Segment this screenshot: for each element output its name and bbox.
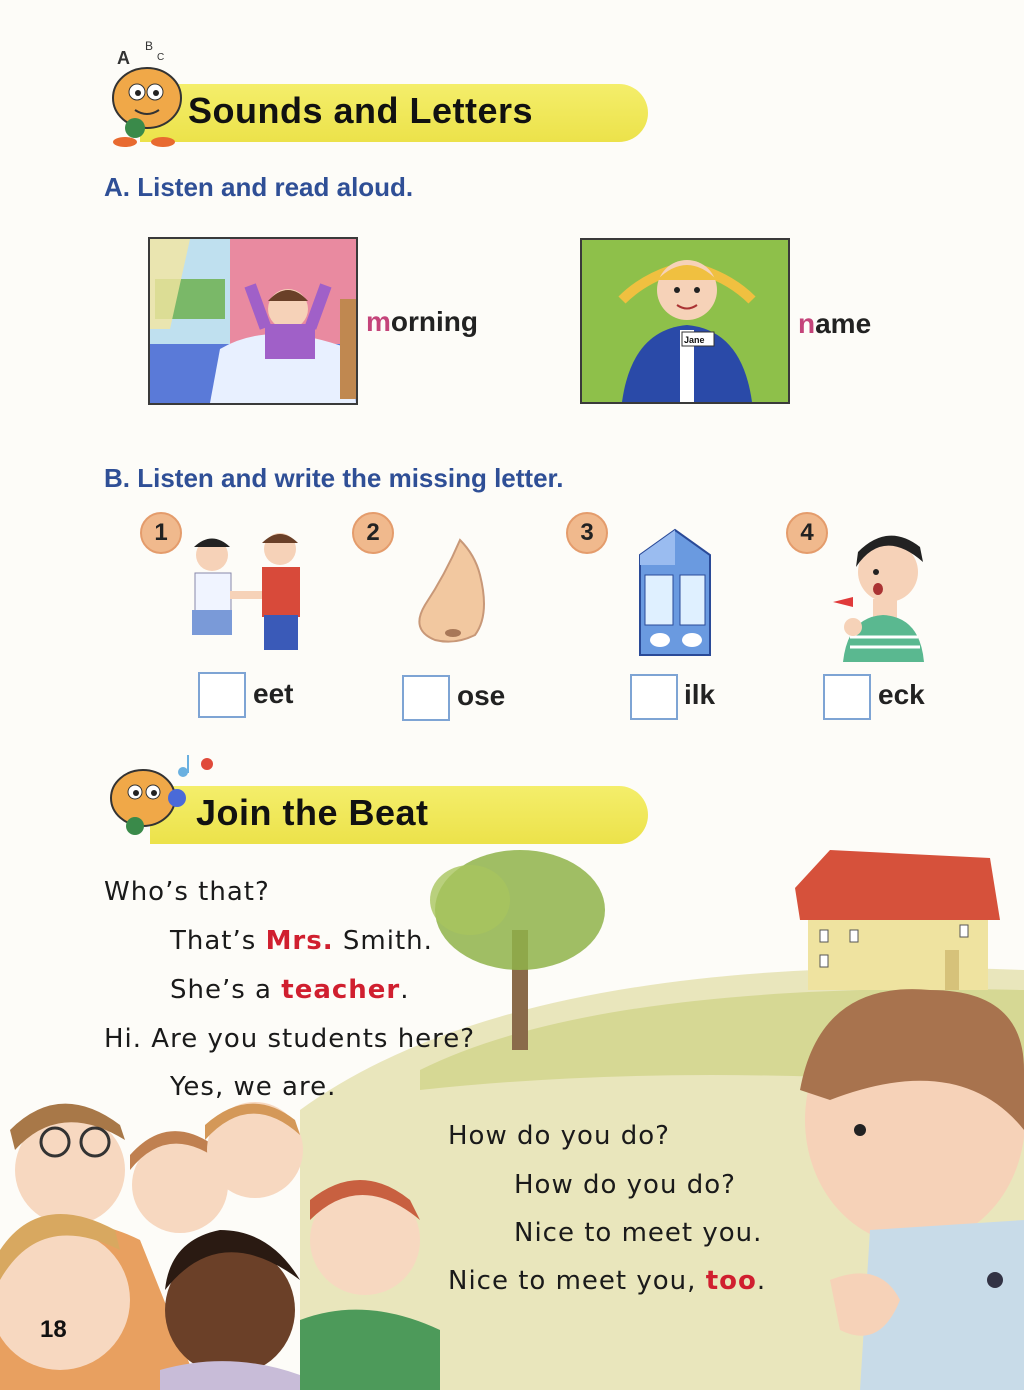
letter-box-1[interactable] <box>198 672 246 718</box>
partB-heading: B. Listen and write the missing letter. <box>104 463 564 493</box>
highlight-teacher: teacher <box>281 975 401 1005</box>
suffix-1: eet <box>253 678 294 709</box>
morning-picture <box>148 237 358 405</box>
poem-line-7: How do you do? <box>514 1170 736 1200</box>
item-number-2: 2 <box>352 512 394 554</box>
letters-icon: A <box>117 48 130 68</box>
kids-group-illustration <box>0 1080 460 1390</box>
milk-carton-icon <box>630 525 720 660</box>
suffix-3: ilk <box>684 679 716 710</box>
item-number-1: 1 <box>140 512 182 554</box>
letter-box-3[interactable] <box>630 674 678 720</box>
item-number-3: 3 <box>566 512 608 554</box>
poem-line-6: How do you do? <box>448 1121 670 1151</box>
section1-title: Sounds and Letters <box>188 90 534 131</box>
house-icon <box>795 850 1000 990</box>
highlight-mrs: Mrs. <box>265 926 334 956</box>
letter-box-4[interactable] <box>823 674 871 720</box>
name-tag: Jane <box>684 335 705 345</box>
partA-heading: A. Listen and read aloud. <box>104 172 414 202</box>
suffix-2: ose <box>457 680 506 711</box>
page-number: 18 <box>40 1316 67 1343</box>
poem-line-3: She’s a teacher. <box>170 975 410 1005</box>
svg-text:B: B <box>145 40 154 53</box>
word-morning-rest: orning <box>390 306 478 337</box>
name-picture <box>580 238 790 404</box>
poem-line-5: Yes, we are. <box>170 1072 337 1102</box>
letter-n: n <box>798 308 816 339</box>
item-number-4: 4 <box>786 512 828 554</box>
svg-text:C: C <box>157 52 165 63</box>
neck-boy-icon <box>828 527 928 662</box>
meet-handshake-icon <box>180 525 320 655</box>
word-name-rest: ame <box>815 308 872 339</box>
section2-title: Join the Beat <box>196 792 429 833</box>
word-morning <box>366 306 478 338</box>
poem-line-1: Who’s that? <box>104 877 270 907</box>
letter-box-2[interactable] <box>402 675 450 721</box>
poem-line-2: That’s Mrs. Smith. <box>170 926 433 956</box>
nose-icon <box>405 535 495 655</box>
music-notes-icon <box>178 755 213 777</box>
suffix-4: eck <box>878 679 925 710</box>
poem-line-8: Nice to meet you. <box>514 1218 763 1248</box>
highlight-too: too <box>705 1266 757 1296</box>
letter-m: m <box>366 306 391 337</box>
word-name <box>798 308 871 340</box>
poem-line-4: Hi. Are you students here? <box>104 1024 476 1054</box>
poem-line-9: Nice to meet you, too. <box>448 1266 767 1296</box>
